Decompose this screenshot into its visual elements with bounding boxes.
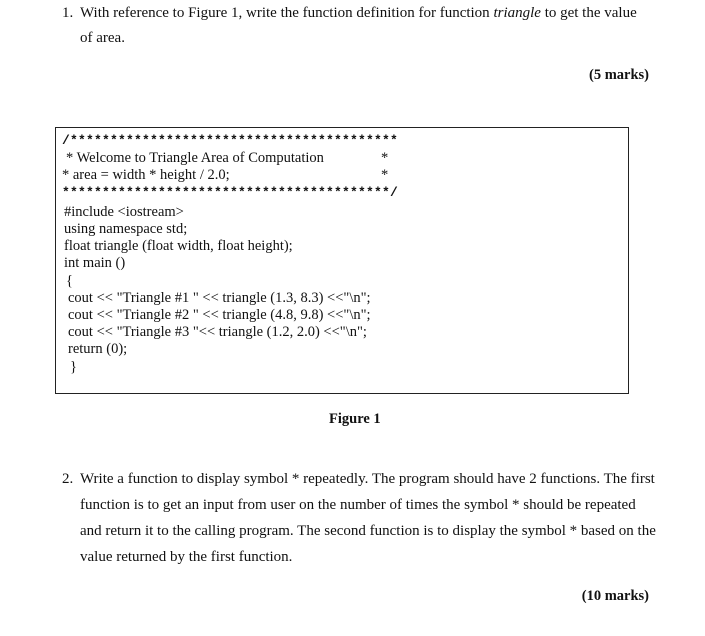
question-2-line: value returned by the first function. xyxy=(80,549,293,565)
question-1-marks: (5 marks) xyxy=(588,67,649,83)
comment-line-2-end: * xyxy=(381,167,389,183)
question-2-marks: (10 marks) xyxy=(581,588,649,604)
question-1-line-1 xyxy=(80,5,637,22)
figure-caption: Figure 1 xyxy=(329,411,381,427)
code-line: } xyxy=(70,359,77,375)
code-line: int main () xyxy=(64,255,126,271)
comment-line-2: * area = width * height / 2.0; xyxy=(62,167,230,183)
code-figure-box xyxy=(55,127,629,394)
question-2-line: and return it to the calling program. The second function is to display the symbol * based on the xyxy=(80,523,656,539)
question-1-function-name: triangle xyxy=(493,5,541,21)
code-line: cout << "Triangle #3 "<< triangle (1.2, 2.0) <<"\n"; xyxy=(68,324,367,340)
comment-line-1: * Welcome to Triangle Area of Computation xyxy=(66,150,324,166)
code-line: using namespace std; xyxy=(64,221,188,237)
question-1-number: 1. xyxy=(62,5,74,21)
question-2-line: function is to get an input from user on the number of times the symbol * should be repeated xyxy=(80,497,636,513)
question-1-line-2: of area. xyxy=(80,30,125,46)
code-line: return (0); xyxy=(68,341,128,357)
comment-bottom-border: *****************************************/ xyxy=(62,185,399,200)
question-1-text-b: to get the value xyxy=(540,5,637,21)
question-2-number: 2. xyxy=(62,471,74,487)
code-line: { xyxy=(66,273,73,289)
question-1-text-a: With reference to Figure 1, write the function definition for function xyxy=(80,5,494,21)
code-line: cout << "Triangle #2 " << triangle (4.8, 9.8) <<"\n"; xyxy=(68,307,371,323)
comment-line-1-end: * xyxy=(381,150,389,166)
comment-top-border: /***************************************** xyxy=(62,133,399,148)
question-2-line: Write a function to display symbol * repeatedly. The program should have 2 functions. The first xyxy=(80,471,655,487)
code-line: #include <iostream> xyxy=(64,204,184,220)
code-line: cout << "Triangle #1 " << triangle (1.3, 8.3) <<"\n"; xyxy=(68,290,371,306)
code-line: float triangle (float width, float height); xyxy=(64,238,293,254)
